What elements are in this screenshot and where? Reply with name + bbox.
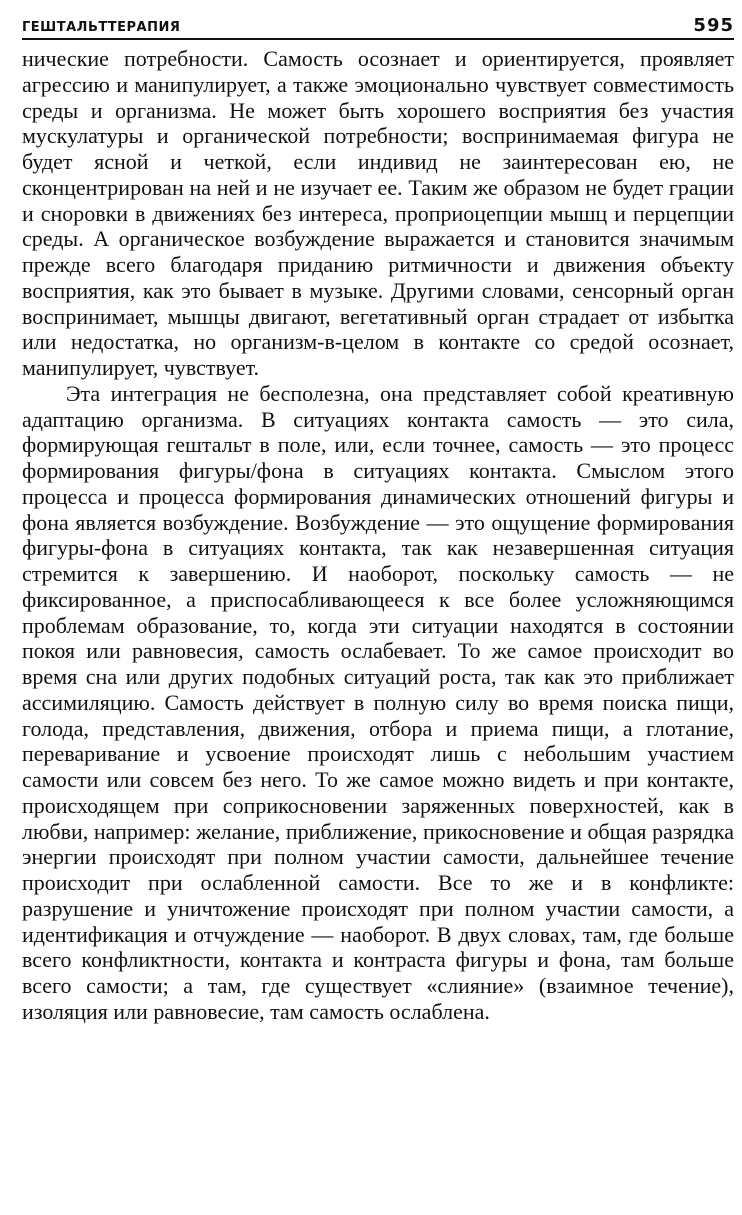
paragraph: Эта интеграция не бесполезна, она представляет собой креативную адаптацию организма. В ситуациях контакта самость — это сила, формирующая гештальт в поле, или, если точнее, самость — это процесс формирования фигуры/фона в ситуациях контакта. Смыслом этого процесса и процесса формирования динамических отношений фигуры и фона является возбуждение. Возбуждение — это ощущение формирования фигуры-фона в ситуациях контакта, так как незавершенная ситуация стремится к завершению. И наоборот, поскольку самость — не фиксированное, а приспосабливающееся к все более усложняющимся проблемам образование, то, когда эти ситуации находятся в состоянии покоя или равновесия, самость ослабевает. То же самое происходит во время сна или других подобных ситуаций роста, так как это приближает ассимиляцию. Самость действует в полную силу во время поиска пищи, голода, представления, движения, отбора и приема пищи, а глотание, переваривание и усвоение происходят лишь с небольшим участием самости или совсем без него. То же самое можно видеть и при контакте, происходящем при соприкосновении заряженных поверхностей, как в любви, например: желание, приближение, прикосновение и общая разрядка энергии происходят при полном участии самости, дальнейшее течение происходит при ослабленной самости. Все то же и в конфликте: разрушение и уничтожение происходят при полном участии самости, а идентификация и отчуждение — наоборот. В двух словах, там, где больше всего конфликтности, контакта и контраста фигуры и фона, там больше всего самости; а там, где существует «слияние» (взаимное течение), изоляция или равновесие, там самость ослаблена. <box>22 380 734 1024</box>
paragraph-continued: нические потребности. Самость осознает и ориентируется, проявляет агрессию и манипулирует, а также эмоционально чувствует совместимость среды и организма. Не может быть хорошего восприятия без участия мускулатуры и органической потребности; воспринимаемая фигура не будет ясной и четкой, если индивид не заинтересован ею, не сконцентрирован на ней и не изучает ее. Таким же образом не будет грации и сноровки в движениях без интереса, проприоцепции мышц и перцепции среды. А органическое возбуждение выражается и становится значимым прежде всего благодаря приданию ритмичности и движения объекту восприятия, как это бывает в музыке. Другими словами, сенсорный орган воспринимает, мышцы двигают, вегетативный орган страдает от избытка или недостатка, но организм-в-целом в контакте со средой осознает, манипулирует, чувствует. <box>22 46 734 380</box>
body-text <box>22 46 734 1025</box>
running-head <box>22 14 734 40</box>
page-number: 595 <box>693 15 734 36</box>
running-title: ГЕШТАЛЬТТЕРАПИЯ <box>22 20 181 35</box>
book-page <box>22 14 734 1204</box>
